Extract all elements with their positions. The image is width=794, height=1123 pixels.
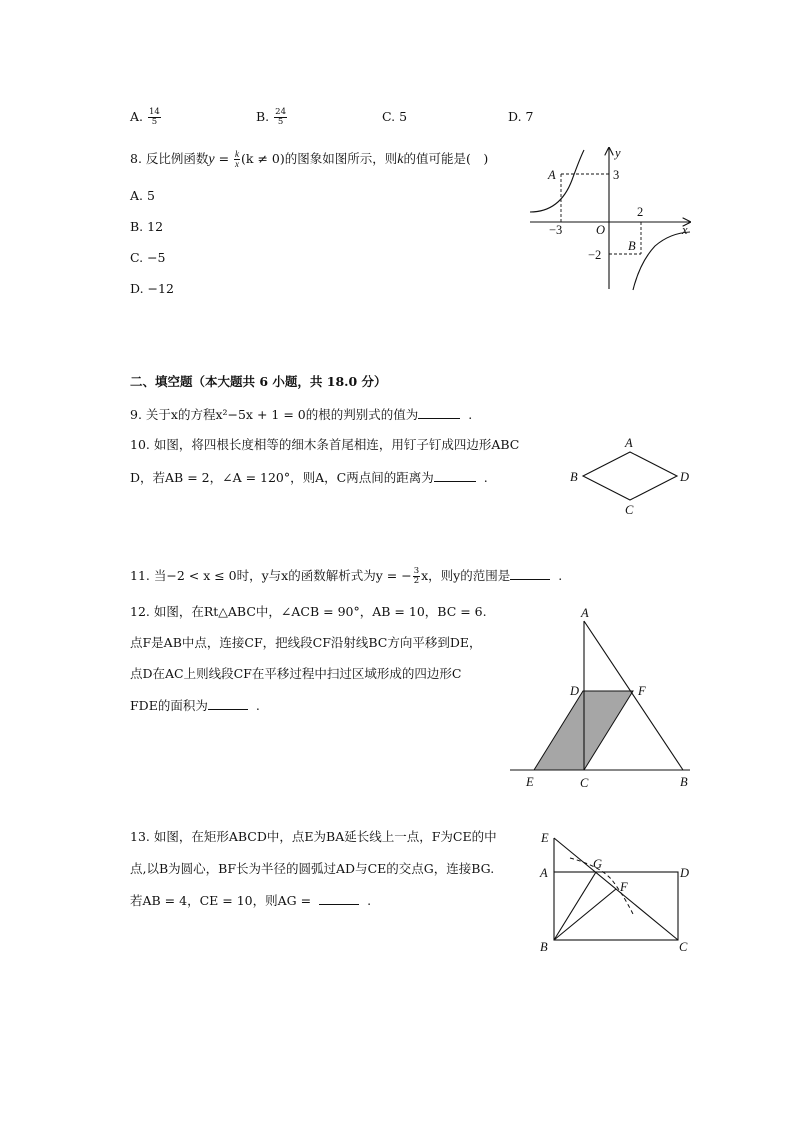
q8-stem — [130, 150, 488, 169]
q8-condition: (k ≠ 0) — [241, 151, 285, 166]
q12-triangle-figure — [508, 600, 698, 792]
q8-option-d: D. −12 — [130, 281, 174, 296]
q13-line2: 点,以B为圆心，BF长为半径的圆弧过AD与CE的交点G，连接BG. — [130, 861, 495, 876]
q9-end: . — [468, 407, 473, 422]
q7-option-d: D. 7 — [508, 109, 534, 124]
q12-line2: 点F是AB中点，连接CF，把线段CF沿射线BC方向平移到DE， — [130, 635, 482, 650]
fraction — [234, 150, 240, 169]
answer-blank[interactable] — [319, 892, 359, 905]
point-a-label: A — [548, 168, 556, 182]
fraction — [148, 108, 161, 127]
q7-option-a — [130, 108, 162, 127]
q8-option-c: C. −5 — [130, 250, 166, 265]
q13-end: . — [367, 893, 372, 908]
q11-stem — [130, 567, 562, 586]
q7-option-b — [256, 108, 288, 127]
answer-blank[interactable] — [208, 697, 248, 710]
point-a-label: A — [540, 866, 548, 880]
q12-line3: 点D在AC上则线段CF在平移过程中扫过区域形成的四边形C — [130, 666, 462, 681]
point-f-label: F — [638, 684, 646, 698]
q10-rhombus-figure — [565, 432, 695, 520]
option-label: B. — [256, 109, 270, 124]
option-label: A. — [130, 109, 144, 124]
q13-rectangle-figure — [536, 826, 696, 956]
tick-label-neg2: −2 — [588, 248, 602, 262]
hyperbola-branch-upper-left — [530, 150, 584, 212]
point-e-label: E — [526, 775, 534, 789]
point-g-label: G — [593, 857, 603, 871]
q8-var-y: y — [208, 152, 215, 167]
tick-label-3: 3 — [613, 168, 620, 182]
fraction-numerator: 3 — [413, 566, 420, 576]
fraction-numerator: 24 — [275, 107, 286, 117]
q11-end: . — [558, 568, 563, 583]
q7-option-c: C. 5 — [382, 109, 408, 124]
point-c-label: C — [580, 776, 589, 790]
q10-end: . — [483, 470, 488, 485]
q10-line2 — [130, 469, 488, 486]
q10-line2-text: D，若AB = 2，∠A = 120°，则A，C两点间的距离为 — [130, 470, 434, 485]
segment-bf — [554, 889, 616, 940]
q8-option-a: A. 5 — [130, 188, 155, 203]
q12-end: . — [255, 698, 260, 713]
q12-line1: 12. 如图，在Rt△ABC中，∠ACB = 90°，AB = 10，BC = 6. — [130, 604, 487, 619]
q8-option-b: B. 12 — [130, 219, 164, 234]
rectangle-abcd — [554, 872, 678, 940]
fraction-denominator: 5 — [277, 117, 284, 127]
vertex-c-label: C — [625, 503, 634, 517]
point-f-label: F — [620, 880, 628, 894]
answer-blank[interactable] — [418, 406, 460, 419]
tick-label-2: 2 — [637, 205, 644, 219]
q12-line4-text: FDE的面积为 — [130, 698, 208, 713]
fraction-denominator: 2 — [413, 576, 420, 586]
q13-line3 — [130, 892, 371, 909]
vertex-d-label: D — [680, 470, 690, 484]
q9-text: 9. 关于x的方程x²−5x + 1 = 0的根的判别式的值为 — [130, 407, 419, 422]
tick-label-neg3: −3 — [549, 223, 563, 237]
segment-bg — [554, 872, 596, 940]
q13-line3-text: 若AB = 4，CE = 10，则AG = — [130, 893, 312, 908]
fraction-numerator: 14 — [149, 107, 160, 117]
fraction-denominator: x — [235, 159, 240, 169]
fraction — [413, 567, 420, 586]
point-b-label: B — [680, 775, 688, 789]
point-e-label: E — [541, 831, 549, 845]
q8-equals: = — [214, 151, 234, 166]
section-title: 二、填空题（本大题共 6 小题，共 18.0 分） — [130, 374, 387, 389]
point-c-label: C — [679, 940, 688, 954]
q8-var-k: k — [397, 152, 404, 167]
rhombus-abcd — [583, 452, 677, 500]
point-a-label: A — [581, 606, 589, 620]
q12-line4 — [130, 697, 260, 714]
q11-before: 11. 当−2 < x ≤ 0时，y与x的函数解析式为y = − — [130, 568, 412, 583]
q11-after: x，则y的范围是 — [421, 568, 511, 583]
answer-blank[interactable] — [510, 567, 550, 580]
x-axis-label: x — [682, 223, 688, 237]
point-b-label: B — [628, 239, 636, 253]
point-d-label: D — [570, 684, 580, 698]
q9-stem — [130, 406, 472, 423]
q8-prefix: 8. 反比例函数 — [130, 151, 209, 166]
vertex-a-label: A — [625, 436, 633, 450]
y-axis-label: y — [615, 146, 621, 160]
q8-hyperbola-figure — [525, 140, 695, 295]
fraction-numerator: k — [235, 149, 240, 159]
hyperbola-branch-lower-right — [633, 232, 690, 290]
answer-blank[interactable] — [434, 469, 476, 482]
point-d-label: D — [680, 866, 690, 880]
vertex-b-label: B — [570, 470, 578, 484]
point-b-label: B — [540, 940, 548, 954]
origin-label: O — [596, 223, 606, 237]
q8-suffix: 的值可能是( ) — [403, 151, 489, 166]
q13-line1: 13. 如图，在矩形ABCD中，点E为BA延长线上一点，F为CE的中 — [130, 829, 497, 844]
q10-line1: 10. 如图，将四根长度相等的细木条首尾相连，用钉子钉成四边形ABC — [130, 437, 520, 452]
q8-middle: 的图象如图所示，则 — [284, 151, 398, 166]
fraction — [274, 108, 287, 127]
fraction-denominator: 5 — [151, 117, 158, 127]
